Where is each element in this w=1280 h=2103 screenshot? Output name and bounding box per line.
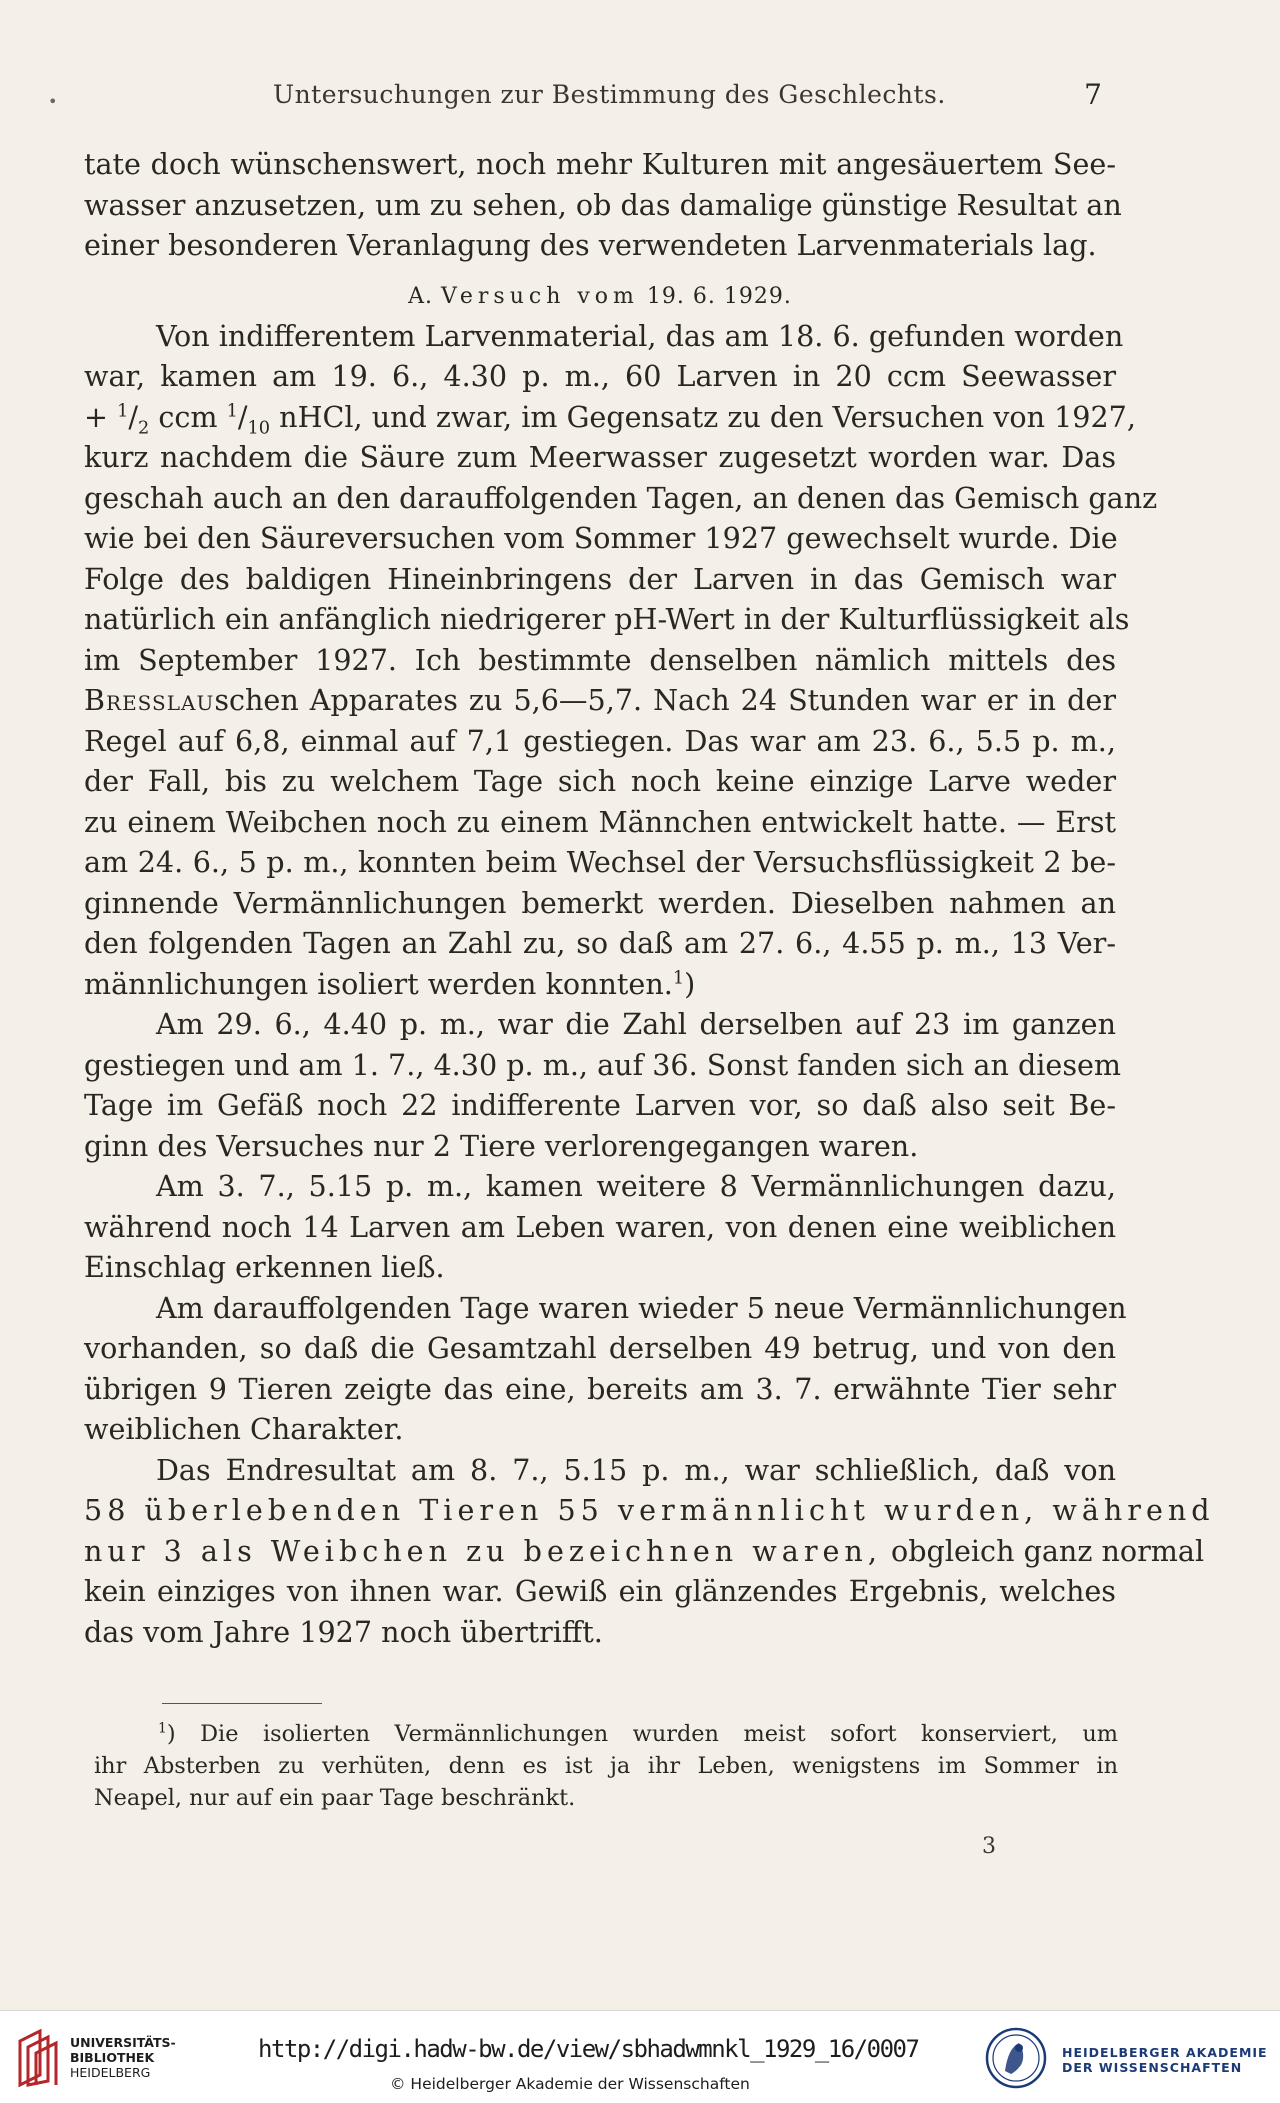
text-line: einer besonderen Veranlagung des verwendeten Larvenmaterials lag.: [84, 228, 1097, 262]
library-name-line: BIBLIOTHEK: [70, 2050, 155, 2065]
text-line: übrigen 9 Tieren zeigte das eine, bereits am 3. 7. erwähnte Tier sehr: [84, 1371, 1116, 1406]
library-name: [70, 2035, 176, 2080]
text-line: ginnende Vermännlichungen bemerkt werden. Dieselben nahmen an: [84, 885, 1116, 920]
text-line: tate doch wünschenswert, noch mehr Kulturen mit angesäuertem See-: [84, 147, 1116, 181]
fraction-slash: /: [128, 399, 138, 434]
section-label: A.: [408, 283, 434, 309]
text-line: kein einziges von ihnen war. Gewiß ein glänzendes Ergebnis, welches: [84, 1574, 1116, 1608]
text-line: war, kamen am 19. 6., 4.30 p. m., 60 Larven in 20 ccm Seewasser: [84, 359, 1116, 393]
text-line: den folgenden Tagen an Zahl zu, so daß am 27. 6., 4.55 p. m., 13 Ver-: [84, 926, 1116, 960]
text-line: Am darauffolgenden Tage waren wieder 5 neue Vermännlichungen: [156, 1290, 1127, 1325]
text-line-mixed: [84, 1531, 1205, 1572]
footnote-line: ihr Absterben zu verhüten, denn es ist ja ihr Leben, wenigstens im Sommer in: [94, 1753, 1118, 1779]
text-line: vorhanden, so daß die Gesamtzahl derselben 49 betrug, und von den: [84, 1331, 1116, 1365]
text-fragment-spaced: nur 3 als Weibchen zu bezeichnen waren,: [84, 1533, 882, 1568]
academy-name: [1062, 2045, 1268, 2075]
text-line: am 24. 6., 5 p. m., konnten beim Wechsel der Versuchsflüssigkeit 2 be-: [84, 845, 1116, 879]
footnote-divider: [162, 1703, 322, 1704]
text-line: zu einem Weibchen noch zu einem Männchen entwickelt hatte. — Erst: [84, 804, 1116, 839]
text-line: im September 1927. Ich bestimmte denselben nämlich mittels des: [84, 642, 1116, 677]
page-number: 7: [1084, 78, 1102, 111]
footnote-line: [94, 1718, 1118, 1750]
text-line: Am 3. 7., 5.15 p. m., kamen weitere 8 Vermännlichungen dazu,: [156, 1169, 1116, 1203]
text-line: der Fall, bis zu welchem Tage sich noch keine einzige Larve weder: [84, 764, 1116, 798]
permalink-url[interactable]: http://digi.hadw-bw.de/view/sbhadwmnkl_1929_16/0007: [258, 2035, 919, 2063]
text-fragment: ccm: [149, 399, 227, 434]
library-name-line: HEIDELBERG: [70, 2065, 151, 2080]
text-line: Regel auf 6,8, einmal auf 7,1 gestiegen. Das war am 23. 6., 5.5 p. m.,: [84, 723, 1116, 758]
running-header: [48, 78, 1118, 120]
section-heading: [84, 266, 1116, 316]
fraction-denominator: 2: [137, 418, 150, 439]
fraction-denominator: 10: [247, 418, 271, 439]
university-library-logo-icon: [14, 2027, 62, 2087]
text-line: ginn des Versuches nur 2 Tiere verlorengegangen waren.: [84, 1128, 919, 1163]
signature-mark: 3: [982, 1834, 996, 1859]
text-line: Am 29. 6., 4.40 p. m., war die Zahl derselben auf 23 im ganzen: [156, 1007, 1116, 1041]
fraction-numerator: 1: [226, 400, 238, 421]
text-line-fractions: [84, 397, 1136, 439]
text-line-spaced: 58 überlebenden Tieren 55 vermännlicht wurden, während: [84, 1493, 1215, 1527]
text-fragment: +: [84, 399, 118, 434]
text-line: gestiegen und am 1. 7., 4.30 p. m., auf 36. Sonst fanden sich an diesem: [84, 1047, 1122, 1082]
footnote: [94, 1718, 1118, 1814]
footnote-marker: 1: [158, 1720, 167, 1737]
fraction-numerator: 1: [117, 400, 129, 421]
text-line: Von indifferentem Larvenmaterial, das am 18. 6. gefunden worden: [156, 318, 1124, 353]
academy-name-line: HEIDELBERGER AKADEMIE: [1062, 2045, 1268, 2060]
footnote-reference: 1: [672, 967, 685, 988]
text-line: geschah auch an den darauffolgenden Tagen, an denen das Gemisch ganz: [84, 480, 1158, 515]
section-title-spaced: Versuch vom: [441, 283, 639, 309]
footnote-paren: ): [684, 966, 696, 1001]
text-line: während noch 14 Larven am Leben waren, von denen eine weiblichen: [84, 1209, 1116, 1244]
academy-emblem-icon: [985, 2027, 1047, 2089]
text-fragment: männlichungen isoliert werden konnten.: [84, 966, 673, 1001]
copyright-notice: © Heidelberger Akademie der Wissenschaften: [390, 2075, 750, 2093]
viewer-footer: [0, 2010, 1280, 2103]
text-fragment: schen Apparates zu 5,6—5,7. Nach 24 Stunden war er in der: [214, 683, 1116, 717]
dot-mark: •: [48, 92, 58, 111]
library-name-line: UNIVERSITÄTS-: [70, 2035, 176, 2050]
text-fragment: obgleich ganz normal: [881, 1533, 1205, 1568]
running-title: Untersuchungen zur Bestimmung des Geschlechts.: [273, 80, 946, 109]
section-date: 19. 6. 1929.: [646, 283, 792, 309]
text-line: Folge des baldigen Hineinbringens der Larven in das Gemisch war: [84, 561, 1116, 596]
text-line: wasser anzusetzen, um zu sehen, ob das damalige günstige Resultat an: [84, 187, 1122, 222]
text-line: kurz nachdem die Säure zum Meerwasser zugesetzt worden war. Das: [84, 440, 1116, 474]
text-line: wie bei den Säureversuchen vom Sommer 1927 gewechselt wurde. Die: [84, 521, 1118, 555]
text-line: natürlich ein anfänglich niedrigerer pH-Wert in der Kulturflüssigkeit als: [84, 602, 1130, 636]
footnote-line: Neapel, nur auf ein paar Tage beschränkt.: [94, 1785, 576, 1811]
author-name: Bresslau: [84, 683, 215, 717]
text-fragment: Die isolierten Vermännlichungen wurden meist sofort konserviert, um: [175, 1721, 1118, 1747]
text-fragment: nHCl, und zwar, im Gegensatz zu den Versuchen von 1927,: [270, 399, 1136, 434]
text-line: das vom Jahre 1927 noch übertrifft.: [84, 1614, 603, 1649]
text-line: Tage im Gefäß noch 22 indifferente Larven vor, so daß also seit Be-: [84, 1088, 1116, 1122]
text-line: Das Endresultat am 8. 7., 5.15 p. m., war schließlich, daß von: [156, 1452, 1116, 1487]
fraction-slash: /: [237, 399, 248, 434]
text-line: weiblichen Charakter.: [84, 1412, 404, 1446]
footnote-paren: ): [166, 1721, 176, 1747]
text-line-smallcaps: [84, 680, 1116, 721]
text-line: Einschlag erkennen ließ.: [84, 1250, 445, 1284]
body-text: [84, 144, 1215, 1652]
text-line-footnote-ref: [84, 964, 1116, 1005]
academy-name-line: DER WISSENSCHAFTEN: [1062, 2060, 1243, 2075]
